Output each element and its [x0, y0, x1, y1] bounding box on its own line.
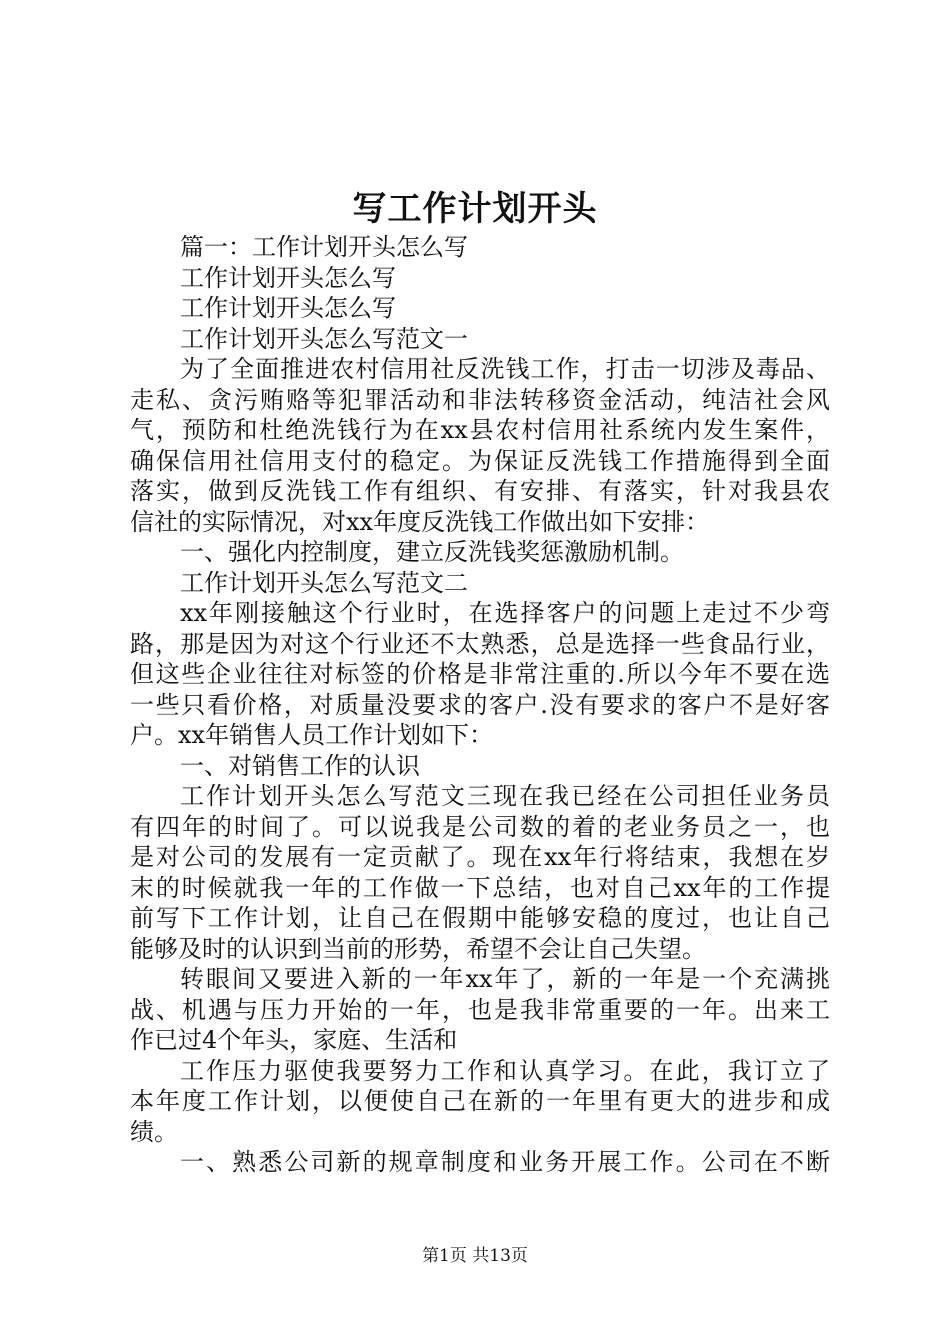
- text-line: 一、强化内控制度，建立反洗钱奖惩激励机制。: [180, 538, 684, 566]
- document-body: [130, 232, 830, 1178]
- text-line: 绩。: [130, 1117, 178, 1146]
- page-footer: 第1页 共13页: [422, 1246, 528, 1266]
- text-line: 工作压力驱使我要努力工作和认真学习。在此，我订立了: [180, 1056, 830, 1085]
- text-line: 但这些企业往往对标签的价格是非常注重的.所以今年不要在选: [130, 660, 830, 688]
- text-line: 工作计划开头怎么写: [180, 263, 396, 292]
- text-line: 气，预防和杜绝洗钱行为在xx县农村信用社系统内发生案件，: [130, 416, 830, 444]
- text-line: 路，那是因为对这个行业还不太熟悉，总是选择一些食品行业，: [130, 629, 830, 658]
- text-line: 确保信用社信用支付的稳定。为保证反洗钱工作措施得到全面: [130, 446, 830, 475]
- document-title: 写工作计划开头: [352, 189, 598, 229]
- text-line: 有四年的时间了。可以说我是公司数的着的老业务员之一，也: [130, 812, 830, 841]
- text-line: 信社的实际情况，对xx年度反洗钱工作做出如下安排：: [130, 507, 710, 536]
- text-line: 一、熟悉公司新的规章制度和业务开展工作。公司在不断: [180, 1148, 830, 1176]
- text-line: 走私、贪污贿赂等犯罪活动和非法转移资金活动，纯洁社会风: [130, 385, 830, 414]
- text-line: 本年度工作计划，以便使自己在新的一年里有更大的进步和成: [130, 1087, 830, 1115]
- text-line: 工作计划开头怎么写范文三现在我已经在公司担任业务员: [180, 782, 830, 810]
- text-line: 一、对销售工作的认识: [180, 751, 420, 780]
- text-line: 为了全面推进农村信用社反洗钱工作，打击一切涉及毒品、: [180, 355, 830, 383]
- text-line: 能够及时的认识到当前的形势，希望不会让自己失望。: [130, 934, 706, 963]
- text-line: 转眼间又要进入新的一年xx年了，新的一年是一个充满挑: [180, 965, 830, 993]
- text-line: 工作计划开头怎么写范文一: [180, 324, 468, 353]
- text-line: 战、机遇与压力开始的一年，也是我非常重要的一年。出来工: [130, 995, 830, 1024]
- text-line: 落实，做到反洗钱工作有组织、有安排、有落实，针对我县农: [130, 477, 830, 505]
- text-line: 篇一：工作计划开头怎么写: [180, 233, 468, 261]
- text-line: 工作计划开头怎么写范文二: [180, 568, 468, 597]
- text-line: 作已过4个年头，家庭、生活和: [130, 1026, 458, 1054]
- text-line: 一些只看价格，对质量没要求的客户.没有要求的客户不是好客: [130, 690, 830, 719]
- text-line: xx年刚接触这个行业时，在选择客户的问题上走过不少弯: [180, 599, 830, 627]
- text-line: 工作计划开头怎么写: [180, 294, 396, 322]
- text-line: 末的时候就我一年的工作做一下总结，也对自己xx年的工作提: [130, 873, 830, 902]
- text-line: 户。xx年销售人员工作计划如下：: [130, 721, 494, 749]
- text-line: 是对公司的发展有一定贡献了。现在xx年行将结束，我想在岁: [130, 843, 830, 871]
- text-line: 前写下工作计划，让自己在假期中能够安稳的度过，也让自己: [130, 904, 830, 932]
